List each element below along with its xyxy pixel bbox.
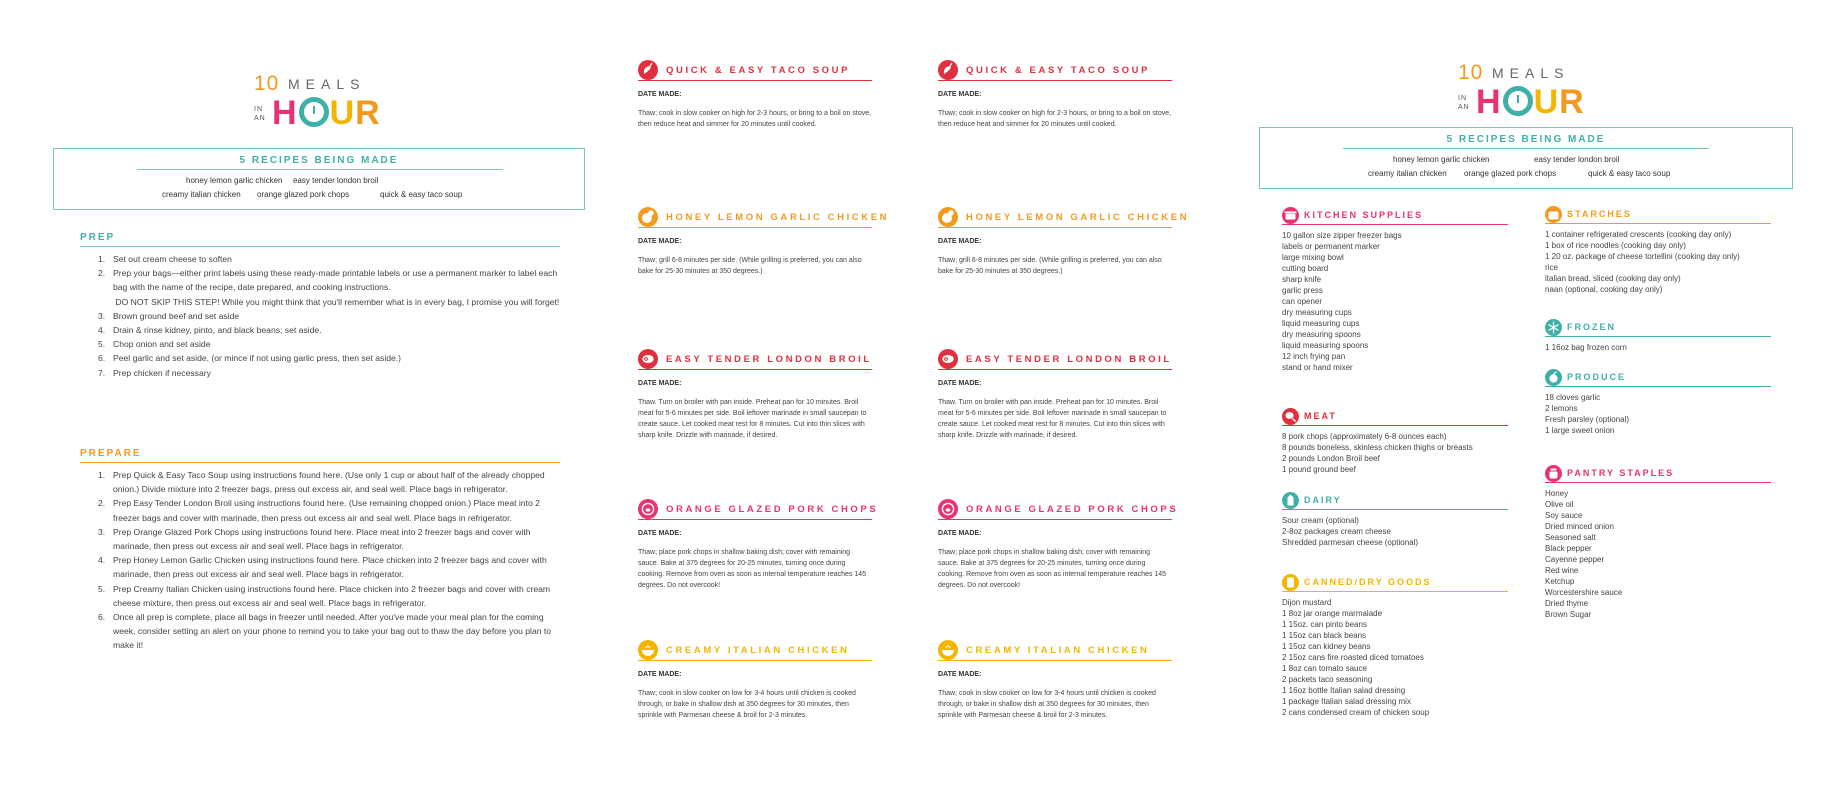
list-item: 1 20 oz. package of cheese tortellini (cooking day only) <box>1545 252 1740 261</box>
recipe-instructions: Thaw; place pork chops in shallow baking dish; cover with remaining sauce. Bake at 375 degrees for 20-25 minutes, turning once during cooking. Remove from oven as soon as internal temperature reaches 145 degrees. Do not overcook! <box>938 549 1167 589</box>
bread-icon <box>1545 206 1562 223</box>
can-icon <box>1282 574 1299 591</box>
pig-icon <box>638 499 658 519</box>
list-item: 1 package Italian salad dressing mix <box>1282 697 1411 706</box>
list-item: 1. Set out cream cheese to soften <box>98 254 232 264</box>
list-item: dry measuring cups <box>1282 308 1352 317</box>
recipe-title: CREAMY ITALIAN CHICKEN <box>666 645 850 656</box>
list-item: cutting board <box>1282 264 1329 273</box>
category-items <box>1282 597 1429 718</box>
list-item: 1 container refrigerated crescents (cooking day only) <box>1545 230 1732 239</box>
list-item: Sour cream (optional) <box>1282 516 1359 525</box>
bowl-icon <box>938 640 958 660</box>
list-item: Dried thyme <box>1545 599 1589 608</box>
list-item: 5. Prep Creamy Italian Chicken using instructions found here. Place chicken into 2 freezer bags and cover with cream cheese mixture, then press out excess air and seal well. Place bags in refrigerator. <box>98 583 551 608</box>
list-item: Honey <box>1545 489 1569 498</box>
list-item: Soy sauce <box>1545 511 1583 520</box>
list-item: large mixing bowl <box>1282 253 1344 262</box>
snowflake-icon <box>1545 319 1562 336</box>
jar-icon <box>1545 465 1562 482</box>
list-item: 3. Brown ground beef and set aside <box>98 310 240 321</box>
category-title: DAIRY <box>1304 495 1342 505</box>
category-title: MEAT <box>1304 411 1337 421</box>
list-item: 5. Chop onion and set aside <box>98 339 211 350</box>
recipe-instructions: Thaw. Turn on broiler with pan inside. Preheat pan for 10 minutes. Broil meat for 5-6 minutes per side. Boil leftover marinade in small saucepan to create sauce. Let cooked meat rest for 8 minutes. Cut into thin slices with sharp knife. Drizzle with marinade, if desired. <box>638 399 867 439</box>
list-item: 1 pound ground beef <box>1282 465 1356 474</box>
recipe-title: HONEY LEMON GARLIC CHICKEN <box>666 212 890 223</box>
list-item: Cayenne pepper <box>1545 555 1605 564</box>
category-title: FROZEN <box>1567 322 1616 332</box>
list-item: 1 16oz bottle Italian salad dressing <box>1282 686 1406 695</box>
list-item: Dijon mustard <box>1282 598 1332 607</box>
recipe-title: CREAMY ITALIAN CHICKEN <box>966 645 1150 656</box>
recipe-instructions: Thaw; cook in slow cooker on low for 3-4 hours until chicken is cooked through, or bake in shallow dish at 350 degrees for 30 minutes, then sprinkle with Parmesan cheese & broil for 2-3 minutes. <box>938 690 1156 719</box>
date-made-label: DATE MADE: <box>938 671 982 678</box>
list-item: 2-8oz packages cream cheese <box>1282 527 1391 536</box>
list-item: garlic press <box>1282 286 1323 295</box>
pot-icon <box>1282 207 1299 224</box>
milk-icon <box>1282 492 1299 509</box>
list-item: naan (optional, cooking day only) <box>1545 285 1663 294</box>
category-items <box>1282 515 1418 548</box>
pig-icon <box>938 499 958 519</box>
list-item: 1. Prep Quick & Easy Taco Soup using instructions found here. (Use only 1 cup or about half of the already chopped onion.) Divide mixture into 2 freezer bags, press out excess air, and seal well. Place bags in refrigerator. <box>98 470 545 495</box>
list-item: 1 box of rice noodles (cooking day only) <box>1545 241 1686 250</box>
recipe-instructions: Thaw; cook in slow cooker on low for 3-4 hours until chicken is cooked through, or bake in shallow dish at 350 degrees for 30 minutes, then sprinkle with Parmesan cheese & broil for 2-3 minutes. <box>638 690 856 719</box>
date-made-label: DATE MADE: <box>638 380 682 387</box>
category-title: KITCHEN SUPPLIES <box>1304 210 1424 220</box>
list-item: 4. Prep Honey Lemon Garlic Chicken using instructions found here. Place chicken into 2 freezer bags and cover with marinade, then press out excess air and seal well. Place bags in refrigerator. <box>98 555 547 580</box>
recipe-title: QUICK & EASY TACO SOUP <box>666 65 851 76</box>
logo-right: 10 MEALS IN AN H UR <box>1458 61 1585 121</box>
list-item: stand or hand mixer <box>1282 363 1353 372</box>
recipe-instructions: Thaw; place pork chops in shallow baking dish; cover with remaining sauce. Bake at 375 degrees for 20-25 minutes, turning once during cooking. Remove from oven as soon as internal temperature reaches 145 degrees. Do not overcook! <box>638 549 867 589</box>
recipes-box-title: 5 RECIPES BEING MADE <box>1446 134 1606 145</box>
list-item: 2 lemons <box>1545 404 1578 413</box>
pepper-icon <box>938 60 958 80</box>
list-item: Brown Sugar <box>1545 610 1592 619</box>
recipes-box-left: 5 RECIPES BEING MADE honey lemon garlic chicken easy tender london broil creamy italian chicken orange glazed pork chops quick & easy taco soup <box>53 148 585 210</box>
list-item: Fresh parsley (optional) <box>1545 415 1630 424</box>
list-item: Olive oil <box>1545 500 1574 509</box>
list-item: 4. Drain & rinse kidney, pinto, and black beans; set aside. <box>98 325 322 336</box>
recipe-instructions: Thaw; cook in slow cooker on high for 2-3 hours, or bring to a boil on stove, then reduce heat and simmer for 20 minutes until cooked. <box>638 110 872 128</box>
recipes-box-right: 5 RECIPES BEING MADE honey lemon garlic chicken easy tender london broil creamy italian chicken orange glazed pork chops quick & easy taco soup <box>1259 127 1793 189</box>
date-made-label: DATE MADE: <box>638 238 682 245</box>
date-made-label: DATE MADE: <box>938 238 982 245</box>
recipe-title: EASY TENDER LONDON BROIL <box>966 354 1172 365</box>
list-item: 1 8oz jar orange marmalade <box>1282 609 1383 618</box>
list-item: Worcestershire sauce <box>1545 588 1623 597</box>
list-item: Dried minced onion <box>1545 522 1614 531</box>
recipe-title: QUICK & EASY TACO SOUP <box>966 65 1151 76</box>
list-item: 8 pork chops (approximately 6-8 ounces each) <box>1282 432 1447 441</box>
list-item: Shredded parmesan cheese (optional) <box>1282 538 1419 547</box>
list-item: 1 15oz can kidney beans <box>1282 642 1371 651</box>
meat-icon <box>1282 408 1299 425</box>
list-item: liquid measuring spoons <box>1282 341 1369 350</box>
list-item: Black pepper <box>1545 544 1592 553</box>
list-item: can opener <box>1282 297 1323 306</box>
list-item: 18 cloves garlic <box>1545 393 1601 402</box>
list-item: Red wine <box>1545 566 1579 575</box>
category-items <box>1282 431 1473 475</box>
recipes-box-title: 5 RECIPES BEING MADE <box>239 155 399 166</box>
date-made-label: DATE MADE: <box>938 530 982 537</box>
date-made-label: DATE MADE: <box>638 91 682 98</box>
produce-icon <box>1545 369 1562 386</box>
recipe-instructions: Thaw; cook in slow cooker on high for 2-3 hours, or bring to a boil on stove, then reduce heat and simmer for 20 minutes until cooked. <box>938 110 1172 128</box>
prepare-heading: PREPARE <box>80 448 142 459</box>
list-item: Ketchup <box>1545 577 1575 586</box>
recipe-instructions: Thaw; grill 6-8 minutes per side. (While grilling is preferred, you can also bake for 25-30 minutes at 350 degrees.) <box>938 257 1162 275</box>
list-item: 2 15oz cans fire roasted diced tomatoes <box>1282 653 1424 662</box>
recipe-title: ORANGE GLAZED PORK CHOPS <box>966 504 1179 515</box>
list-item: 8 pounds boneless, skinless chicken thighs or breasts <box>1282 443 1473 452</box>
list-item: 1 large sweet onion <box>1545 426 1615 435</box>
list-item: 3. Prep Orange Glazed Pork Chops using instructions found here. Place meat into 2 freezer bags and cover with marinade, then press out excess air and seal well. Place bags in refrigerator. <box>98 526 531 552</box>
list-item: 7. Prep chicken if necessary <box>98 367 211 378</box>
date-made-label: DATE MADE: <box>638 671 682 678</box>
date-made-label: DATE MADE: <box>638 530 682 537</box>
prepare-steps <box>86 468 561 653</box>
bowl-icon <box>638 640 658 660</box>
recipe-title: ORANGE GLAZED PORK CHOPS <box>666 504 879 515</box>
list-item: 2 cans condensed cream of chicken soup <box>1282 708 1430 717</box>
list-item: rice <box>1545 263 1558 272</box>
chicken-icon <box>638 207 658 227</box>
list-item: 1 16oz bag frozen corn <box>1545 343 1627 352</box>
list-item: 2. Prep your bags—either print labels using these ready-made printable labels or use a permanent marker to label each bag with the name of the recipe, date prepared, and cooking instructions. DO NOT SKIP THIS STEP! While you might think that you'll remember what is in every bag, I promise you will forget! <box>98 268 560 307</box>
list-item: 12 inch frying pan <box>1282 352 1346 361</box>
list-item: sharp knife <box>1282 275 1322 284</box>
list-item: labels or permanent marker <box>1282 242 1380 251</box>
prep-steps <box>86 252 561 380</box>
clock-icon <box>299 97 329 127</box>
list-item: 2 packets taco seasoning <box>1282 675 1373 684</box>
category-items <box>1282 230 1402 373</box>
category-title: STARCHES <box>1567 209 1632 219</box>
date-made-label: DATE MADE: <box>938 380 982 387</box>
pepper-icon <box>638 60 658 80</box>
category-items <box>1545 342 1627 353</box>
chicken-icon <box>938 207 958 227</box>
category-title: PANTRY STAPLES <box>1567 468 1675 478</box>
recipe-title: EASY TENDER LONDON BROIL <box>666 354 872 365</box>
steak-icon <box>638 349 658 369</box>
recipe-instructions: Thaw. Turn on broiler with pan inside. Preheat pan for 10 minutes. Broil meat for 5-6 minutes per side. Boil leftover marinade in small saucepan to create sauce. Let cooked meat rest for 8 minutes. Cut into thin slices with sharp knife. Drizzle with marinade, if desired. <box>938 399 1167 439</box>
list-item: liquid measuring cups <box>1282 319 1360 328</box>
list-item: 2 pounds London Broil beef <box>1282 454 1380 463</box>
recipe-title: HONEY LEMON GARLIC CHICKEN <box>966 212 1190 223</box>
list-item: 6. Once all prep is complete, place all bags in freezer until needed. After you've made your meal plan for the coming week, consider setting an alert on your phone to remind you to take your bag out to thaw the day before you plan to make it! <box>98 612 552 651</box>
logo-left: 10 MEALS IN AN H UR <box>254 72 381 132</box>
list-item: 6. Peel garlic and set aside, (or mince if not using garlic press, then set aside.) <box>98 353 402 364</box>
category-title: CANNED/DRY GOODS <box>1304 577 1432 587</box>
list-item: 2. Prep Easy Tender London Broil using instructions found here. (Use remaining chopped onion.) Place meat into 2 freezer bags and cover with marinade, then press out excess air and seal well. Place bags in refrigerator. <box>98 498 540 523</box>
list-item: Seasoned salt <box>1545 533 1596 542</box>
recipe-instructions: Thaw; grill 6-8 minutes per side. (While grilling is preferred, you can also bake for 25-30 minutes at 350 degrees.) <box>638 257 862 275</box>
list-item: italian bread, sliced (cooking day only) <box>1545 274 1681 283</box>
list-item: 1 15oz can black beans <box>1282 631 1367 640</box>
date-made-label: DATE MADE: <box>938 91 982 98</box>
list-item: 10 gallon size zipper freezer bags <box>1282 231 1402 240</box>
category-items <box>1545 392 1629 436</box>
list-item: 1 8oz can tomato sauce <box>1282 664 1367 673</box>
category-title: PRODUCE <box>1567 372 1627 382</box>
category-items <box>1545 488 1622 620</box>
category-items <box>1545 229 1740 295</box>
prep-heading: PREP <box>80 232 116 243</box>
list-item: 1 15oz. can pinto beans <box>1282 620 1367 629</box>
clock-icon <box>1503 86 1533 116</box>
list-item: dry measuring spoons <box>1282 330 1361 339</box>
steak-icon <box>938 349 958 369</box>
